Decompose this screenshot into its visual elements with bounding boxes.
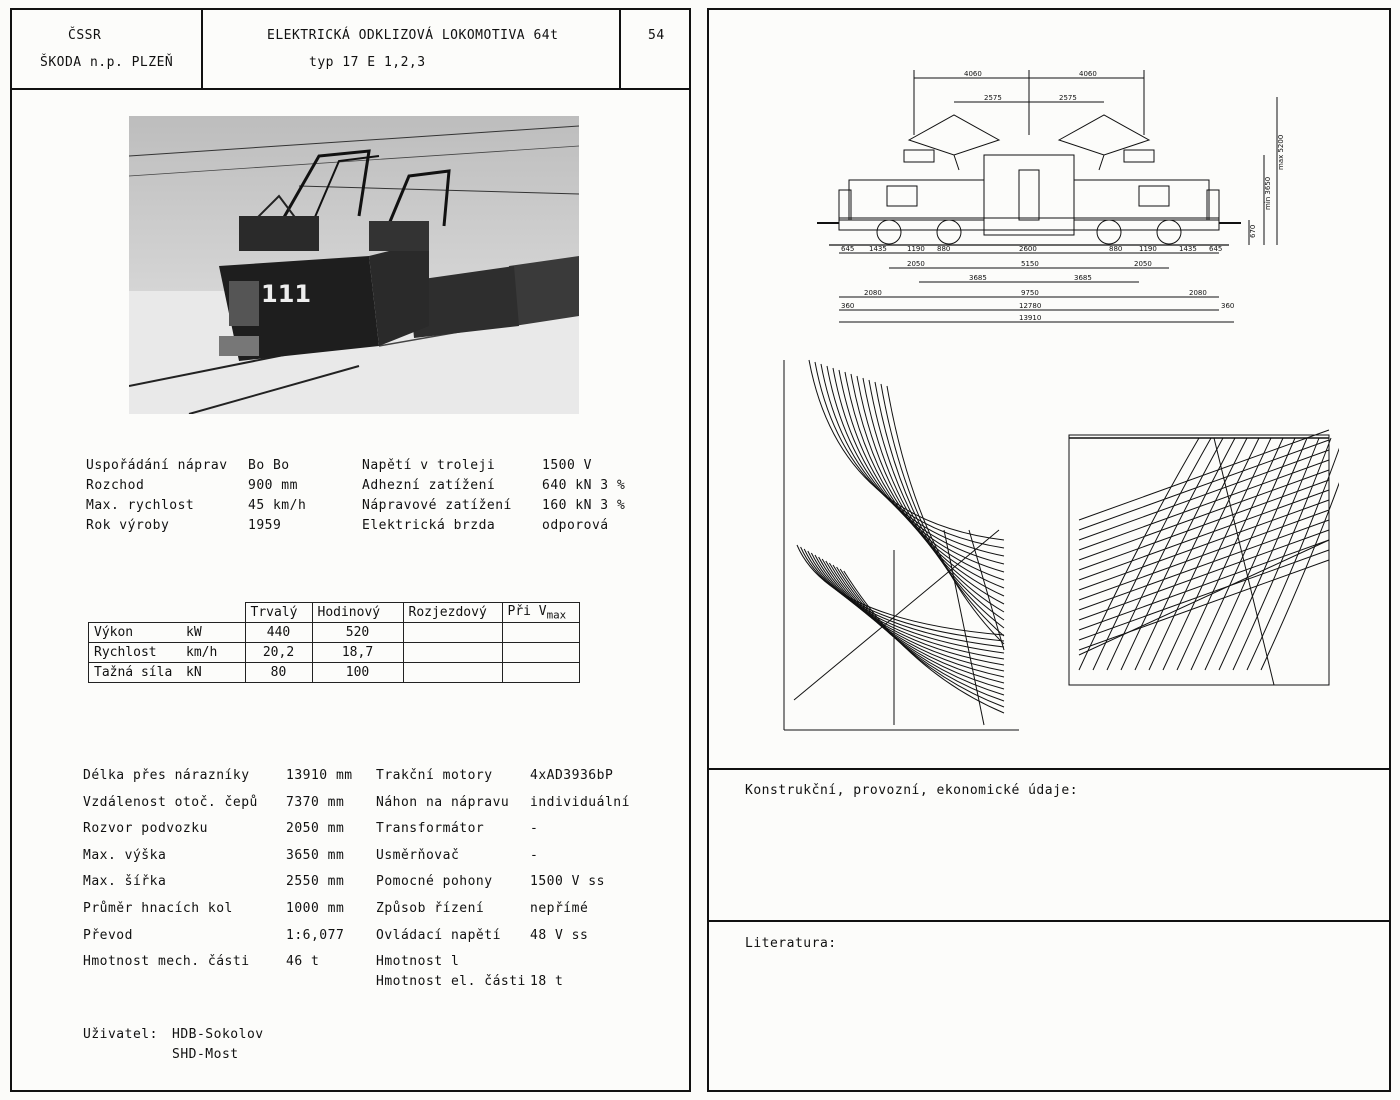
spec-cell: individuální bbox=[530, 794, 630, 810]
table-cell: 20,2 bbox=[245, 643, 312, 663]
dim-r2-0: 2050 bbox=[907, 260, 925, 268]
row-label-cell bbox=[89, 643, 246, 663]
row-unit: kW bbox=[186, 625, 202, 640]
users-line1: HDB-Sokolov bbox=[172, 1027, 264, 1042]
spec-cell: Rok výroby bbox=[86, 518, 170, 533]
section-divider bbox=[709, 920, 1389, 922]
left-page bbox=[10, 8, 691, 1092]
dim-r5-1: 12780 bbox=[1019, 302, 1042, 310]
spec-cell: Rozvor podvozku bbox=[83, 821, 208, 837]
spec-cell: Trakční motory bbox=[376, 768, 493, 783]
spec-cell: Převod bbox=[83, 927, 133, 943]
locomotive-number: 111 bbox=[261, 280, 312, 308]
spec-cell: Rozchod bbox=[86, 478, 145, 493]
spec-cell: 18 t bbox=[530, 974, 564, 990]
spec-cell: 1000 mm bbox=[286, 901, 345, 916]
spec-cell: Ovládací napětí bbox=[376, 927, 501, 943]
spec-cell: - bbox=[530, 821, 539, 837]
spec-cell: 1500 V bbox=[542, 458, 592, 473]
header-title: ELEKTRICKÁ ODKLIZOVÁ LOKOMOTIVA 64t bbox=[267, 28, 559, 43]
dim-top-right: 4060 bbox=[1079, 70, 1097, 78]
spec-cell: 1500 V ss bbox=[530, 874, 605, 890]
dim-r5-2: 360 bbox=[1221, 302, 1235, 310]
section-divider bbox=[709, 768, 1389, 770]
dim-r1-6: 1190 bbox=[1139, 245, 1157, 253]
dim-r4-0: 2080 bbox=[864, 289, 882, 297]
spec-cell: 13910 mm bbox=[286, 768, 353, 783]
spec-cell: odporová bbox=[542, 518, 609, 533]
row-label: Tažná síla bbox=[94, 665, 173, 680]
spec-cell: Adhezní zatížení bbox=[362, 478, 496, 493]
spec-cell: 160 kN 3 % bbox=[542, 498, 626, 513]
users-label: Uživatel: bbox=[83, 1027, 158, 1042]
spec-cell: 7370 mm bbox=[286, 794, 345, 810]
literature-label: Literatura: bbox=[745, 936, 837, 951]
row-label-cell bbox=[89, 623, 246, 643]
spec-cell: 2050 mm bbox=[286, 821, 345, 837]
header-maker: ŠKODA n.p. PLZEŇ bbox=[40, 55, 174, 70]
table-cell bbox=[502, 623, 579, 643]
spec-cell: Elektrická brzda bbox=[362, 518, 496, 533]
right-page bbox=[707, 8, 1391, 1092]
dim-upper-right: 2575 bbox=[1059, 94, 1077, 102]
spec-cell: Max. rychlost bbox=[86, 498, 195, 513]
row-unit: kN bbox=[186, 665, 202, 680]
spec-cell: Usměrňovač bbox=[376, 847, 460, 863]
spec-cell: - bbox=[530, 847, 539, 863]
table-cell: 440 bbox=[245, 623, 312, 643]
traction-diagram-right bbox=[1059, 400, 1339, 690]
spec-cell: Hmotnost el. části bbox=[376, 974, 526, 990]
spec-cell: 1959 bbox=[248, 518, 282, 533]
dim-r1-2: 1190 bbox=[907, 245, 925, 253]
table-cell: 100 bbox=[312, 663, 403, 683]
header-page-number: 54 bbox=[648, 28, 665, 43]
spec-cell: Max. šířka bbox=[83, 874, 167, 890]
dim-r2-2: 2050 bbox=[1134, 260, 1152, 268]
table-header-sub: max bbox=[546, 608, 567, 622]
spec-cell: 640 kN 3 % bbox=[542, 478, 626, 493]
spec-cell: 46 t bbox=[286, 954, 320, 970]
spec-cell: Vzdálenost otoč. čepů bbox=[83, 794, 258, 810]
spec-cell: Hmotnost l bbox=[376, 954, 460, 970]
spec-cell: 48 V ss bbox=[530, 927, 589, 943]
table-header-cell: Při $V_{max}$ bbox=[502, 603, 579, 623]
table-cell: 18,7 bbox=[312, 643, 403, 663]
spec-cell: 900 mm bbox=[248, 478, 298, 493]
spec-cell: Průměr hnacích kol bbox=[83, 901, 233, 916]
dim-vert-1: min 3650 bbox=[1264, 176, 1272, 210]
dim-r4-1: 9750 bbox=[1021, 289, 1039, 297]
header-country: ČSSR bbox=[68, 28, 102, 43]
spec-cell: Napětí v troleji bbox=[362, 458, 496, 473]
performance-table bbox=[88, 602, 580, 683]
table-header-cell: Trvalý bbox=[245, 603, 312, 623]
table-header-cell: Hodinový bbox=[312, 603, 403, 623]
dim-r6: 13910 bbox=[1019, 314, 1042, 322]
users-line2: SHD-Most bbox=[172, 1047, 239, 1062]
dim-r1-1: 1435 bbox=[869, 245, 887, 253]
table-row bbox=[89, 623, 580, 643]
spec-cell: Náhon na nápravu bbox=[376, 794, 510, 810]
dim-r5-0: 360 bbox=[841, 302, 855, 310]
spec-cell: nepřímé bbox=[530, 901, 589, 916]
spec-cell: Pomocné pohony bbox=[376, 874, 493, 890]
spec-cell: 1:6,077 bbox=[286, 927, 345, 943]
dim-r1-0: 645 bbox=[841, 245, 855, 253]
header-title-cell bbox=[203, 10, 621, 88]
construction-label: Konstrukční, provozní, ekonomické údaje: bbox=[745, 783, 1079, 798]
dim-top-left: 4060 bbox=[964, 70, 982, 78]
page-header bbox=[12, 10, 689, 90]
locomotive-photo bbox=[129, 116, 579, 414]
dim-upper-left: 2575 bbox=[984, 94, 1002, 102]
spec-cell: Délka přes nárazníky bbox=[83, 768, 250, 783]
header-maker-cell bbox=[12, 10, 203, 88]
row-label: Rychlost bbox=[94, 645, 157, 660]
spec-cell: 4xAD3936bP bbox=[530, 768, 614, 783]
table-header-row bbox=[89, 603, 580, 623]
table-row bbox=[89, 663, 580, 683]
traction-diagram-left bbox=[769, 350, 1019, 740]
spec-cell: Nápravové zatížení bbox=[362, 498, 512, 513]
table-cell bbox=[403, 643, 502, 663]
spec-cell: Uspořádání náprav bbox=[86, 458, 228, 473]
spec-cell: Transformátor bbox=[376, 821, 485, 837]
spec-cell: Hmotnost mech. části bbox=[83, 954, 250, 970]
spec-cell: Bo Bo bbox=[248, 458, 290, 473]
dim-r4-2: 2080 bbox=[1189, 289, 1207, 297]
dim-vert-0: max 5200 bbox=[1277, 134, 1285, 170]
table-cell: 520 bbox=[312, 623, 403, 643]
dim-r1-7: 1435 bbox=[1179, 245, 1197, 253]
spec-cell: Max. výška bbox=[83, 847, 167, 863]
table-cell bbox=[403, 663, 502, 683]
row-label-cell bbox=[89, 663, 246, 683]
spec-cell: 45 km/h bbox=[248, 498, 307, 513]
dim-r1-4: 2600 bbox=[1019, 245, 1037, 253]
dim-r1-8: 645 bbox=[1209, 245, 1223, 253]
table-cell bbox=[502, 663, 579, 683]
spec-cell: 2550 mm bbox=[286, 874, 345, 890]
dim-r3-1: 3685 bbox=[1074, 274, 1092, 282]
dim-r2-1: 5150 bbox=[1021, 260, 1039, 268]
table-cell bbox=[403, 623, 502, 643]
dim-r1-3: 880 bbox=[937, 245, 951, 253]
dim-r1-5: 880 bbox=[1109, 245, 1123, 253]
row-unit: km/h bbox=[186, 645, 218, 660]
table-row bbox=[89, 643, 580, 663]
dim-r3-0: 3685 bbox=[969, 274, 987, 282]
dim-vert-2: 670 bbox=[1249, 224, 1257, 238]
side-view-drawing bbox=[809, 60, 1329, 330]
table-cell: 80 bbox=[245, 663, 312, 683]
spec-cell: Způsob řízení bbox=[376, 901, 485, 916]
header-type: typ 17 E 1,2,3 bbox=[309, 55, 426, 70]
spec-cell: 3650 mm bbox=[286, 847, 345, 863]
row-label: Výkon bbox=[94, 625, 134, 640]
table-header-cell: Rozjezdový bbox=[403, 603, 502, 623]
table-cell bbox=[502, 643, 579, 663]
